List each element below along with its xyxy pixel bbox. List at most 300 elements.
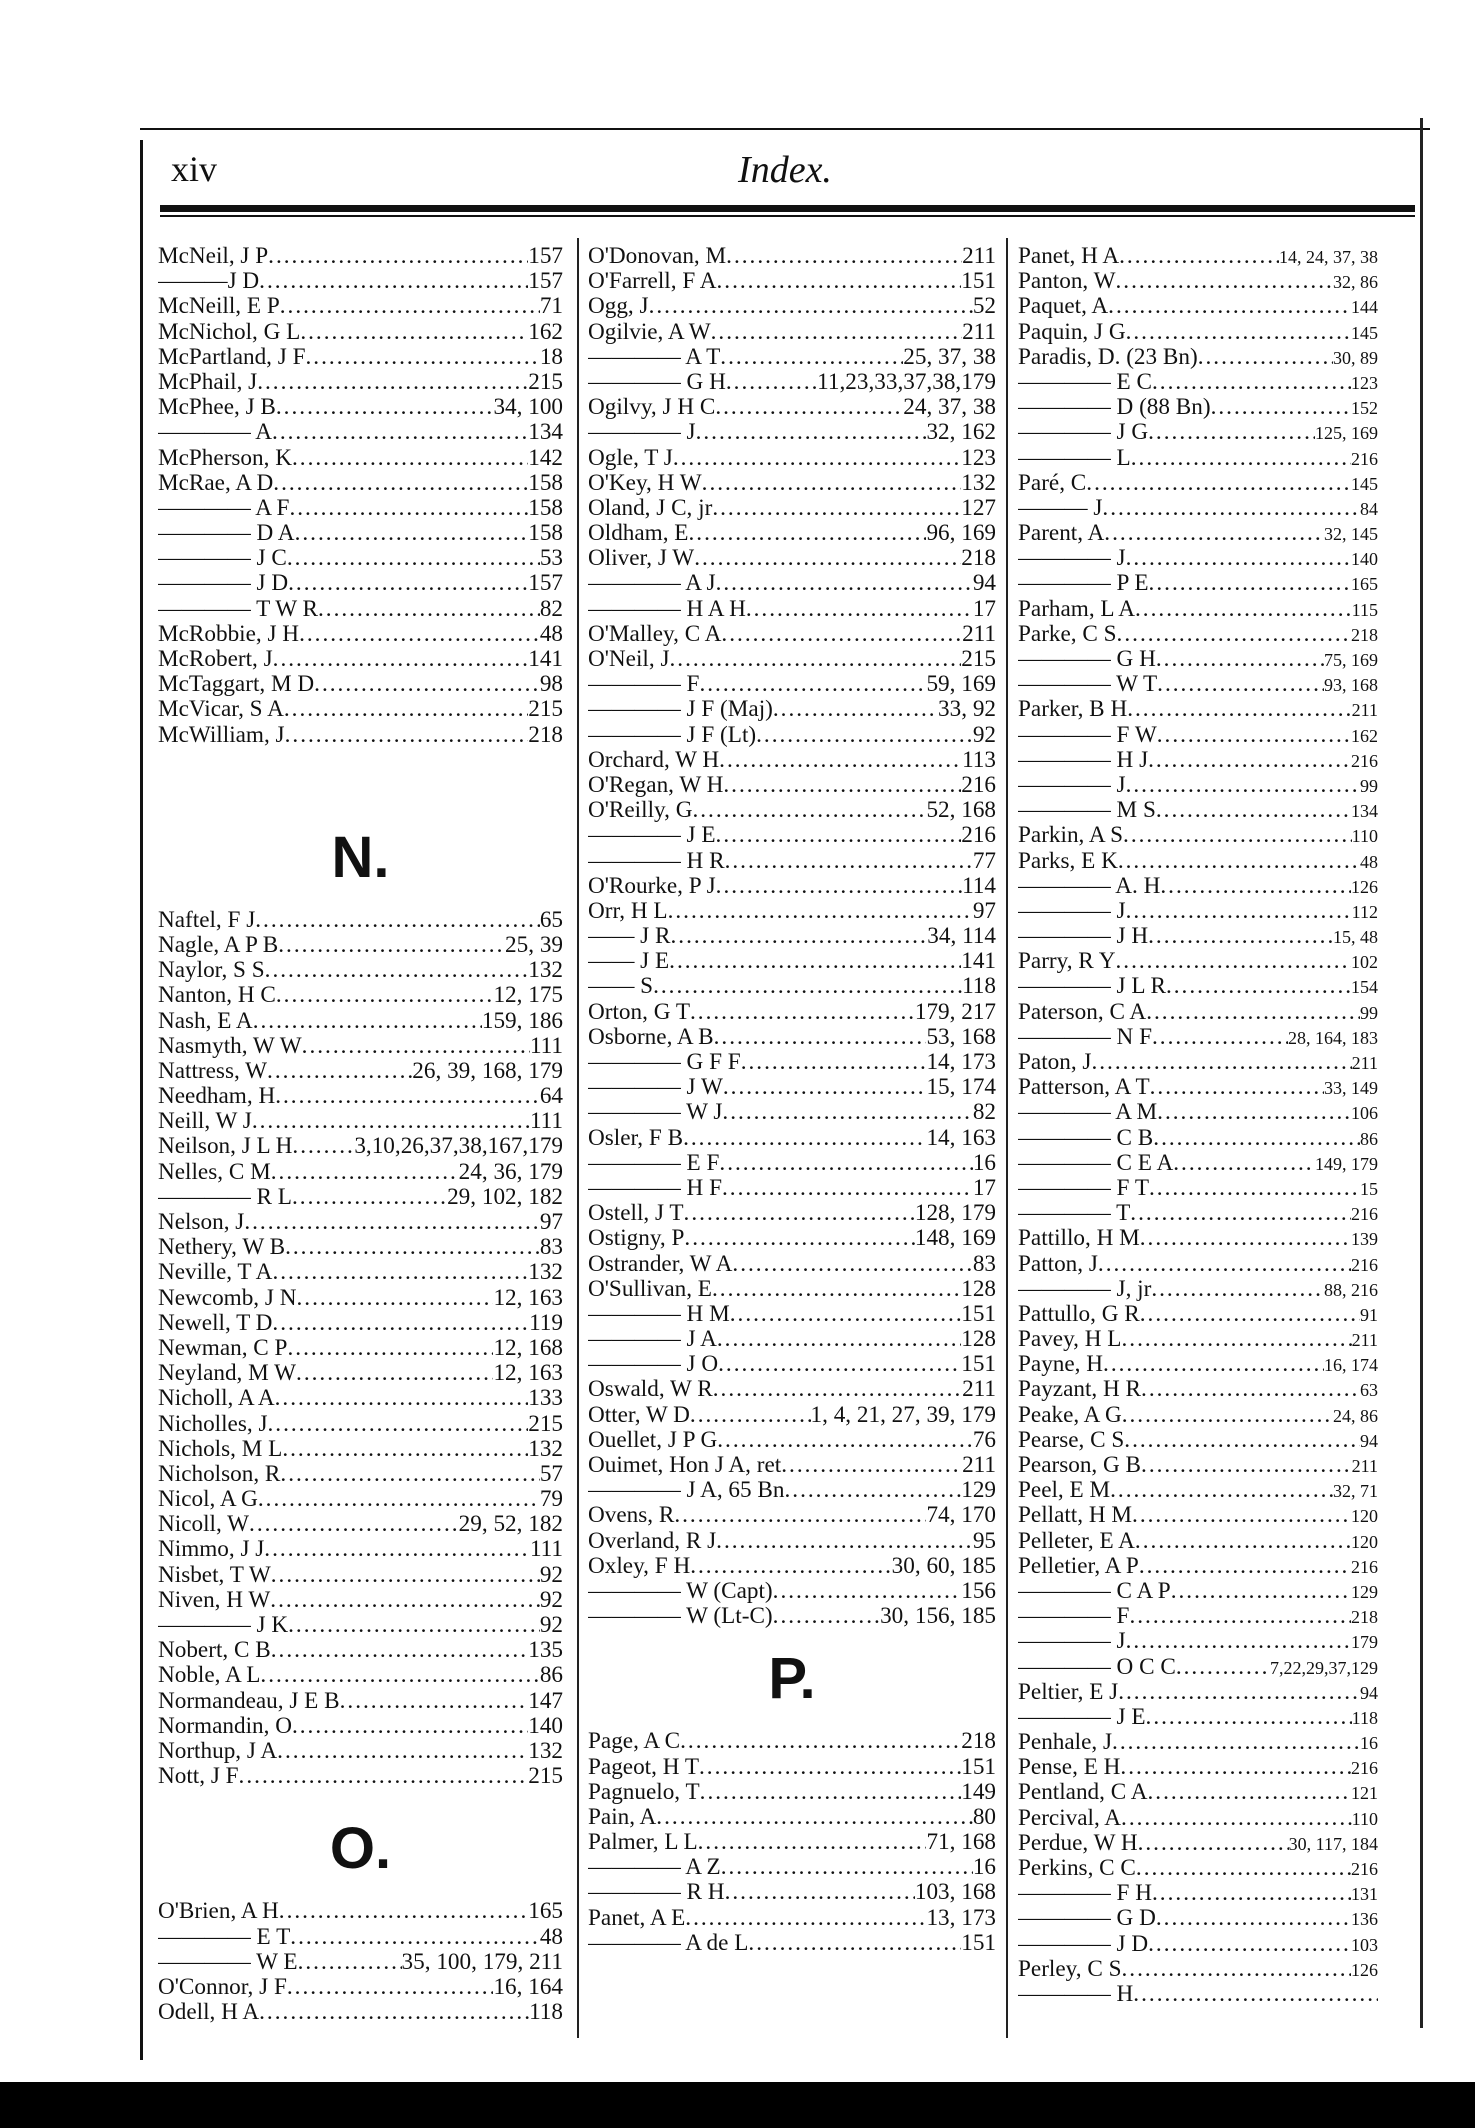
index-entry bbox=[1018, 1151, 1378, 1176]
leader-dots bbox=[725, 1880, 915, 1905]
index-entry bbox=[588, 723, 996, 748]
entry-pages: 82 bbox=[539, 596, 563, 622]
entry-pages: 149, 179 bbox=[1315, 1153, 1378, 1174]
entry-pages: 93, 168 bbox=[1324, 675, 1378, 696]
entry-name: Parker, B H bbox=[1018, 697, 1128, 723]
entry-name: Patton, J bbox=[1018, 1251, 1098, 1277]
leader-dots bbox=[260, 1663, 539, 1688]
entry-name: Ogg, J bbox=[588, 294, 649, 320]
leader-dots bbox=[692, 798, 926, 823]
entry-pages: 215 bbox=[528, 1764, 563, 1790]
leader-dots bbox=[1149, 571, 1351, 596]
entry-pages: 103, 168 bbox=[914, 1880, 996, 1906]
leader-dots bbox=[252, 1109, 530, 1134]
index-entry bbox=[158, 723, 563, 748]
leader-dots bbox=[694, 546, 961, 571]
index-entry bbox=[1018, 1327, 1378, 1352]
entry-name: ———— J, jr bbox=[1018, 1276, 1152, 1302]
entry-name: ———— J bbox=[1018, 772, 1126, 798]
index-entry bbox=[158, 1512, 563, 1537]
entry-name: ———— J C bbox=[158, 546, 287, 572]
index-entry bbox=[588, 1453, 996, 1478]
entry-name: Nattress, W bbox=[158, 1058, 268, 1084]
index-entry bbox=[1018, 723, 1378, 748]
entry-name: Nisbet, T W bbox=[158, 1562, 271, 1588]
leader-dots bbox=[1135, 597, 1352, 622]
index-entry bbox=[588, 1050, 996, 1075]
entry-name: Pelleter, E A bbox=[1018, 1528, 1135, 1554]
entry-name: ———— F T bbox=[1018, 1175, 1149, 1201]
entry-pages: 156 bbox=[961, 1578, 996, 1604]
index-entry bbox=[158, 1663, 563, 1688]
entry-name: ———— J A bbox=[588, 1327, 717, 1353]
entry-name: Palmer, L L bbox=[588, 1830, 698, 1856]
index-entry bbox=[1018, 1503, 1378, 1528]
leader-dots bbox=[712, 496, 961, 521]
leader-dots bbox=[716, 874, 962, 899]
index-entry bbox=[588, 1377, 996, 1402]
entry-pages: 129 bbox=[1351, 1581, 1378, 1602]
index-entry bbox=[158, 521, 563, 546]
leader-dots bbox=[756, 723, 973, 748]
page-frame-left bbox=[140, 140, 143, 2060]
entry-pages: 48 bbox=[1360, 851, 1378, 872]
leader-dots bbox=[1130, 1201, 1351, 1226]
index-entry bbox=[158, 697, 563, 722]
entry-pages: 128 bbox=[961, 1327, 996, 1353]
leader-dots bbox=[1139, 1554, 1351, 1579]
leader-dots bbox=[714, 1025, 927, 1050]
leader-dots bbox=[257, 370, 528, 395]
index-entry bbox=[588, 1478, 996, 1503]
leader-dots bbox=[271, 1638, 529, 1663]
entry-pages: 35, 100, 179, 211 bbox=[401, 1949, 563, 1975]
leader-dots bbox=[716, 571, 973, 596]
index-entry bbox=[588, 1126, 996, 1151]
index-entry bbox=[588, 1729, 996, 1754]
entry-pages: 32, 162 bbox=[926, 420, 996, 446]
entry-name: ———— J F (Lt) bbox=[588, 722, 757, 748]
index-entry bbox=[588, 345, 996, 370]
index-entry bbox=[158, 1336, 563, 1361]
entry-name: ———— J E bbox=[588, 823, 716, 849]
leader-dots bbox=[773, 697, 938, 722]
leader-dots bbox=[784, 1478, 961, 1503]
entry-name: ———— J D bbox=[158, 571, 289, 597]
leader-dots bbox=[249, 1512, 459, 1537]
entry-pages: 211 bbox=[962, 1377, 996, 1403]
entry-name: Paré, C bbox=[1018, 470, 1087, 496]
entry-pages: 16, 174 bbox=[1324, 1355, 1378, 1376]
entry-name: Nanton, H C bbox=[158, 983, 276, 1009]
entry-name: ———— O C C bbox=[1018, 1654, 1176, 1680]
entry-name: ———— J D bbox=[1018, 1931, 1149, 1957]
index-entry bbox=[158, 571, 563, 596]
entry-pages: 99 bbox=[1360, 1002, 1378, 1023]
leader-dots bbox=[1149, 1176, 1360, 1201]
index-entry bbox=[158, 420, 563, 445]
leader-dots bbox=[1152, 1881, 1351, 1906]
entry-pages: 215 bbox=[528, 697, 563, 723]
entry-name: ———— A J bbox=[588, 571, 716, 597]
entry-pages: 95 bbox=[972, 1528, 996, 1554]
entry-pages: 216 bbox=[1351, 1859, 1378, 1879]
leader-dots bbox=[698, 1830, 927, 1855]
index-entry bbox=[158, 1235, 563, 1260]
leader-dots bbox=[276, 983, 494, 1008]
index-entry bbox=[158, 395, 563, 420]
entry-pages: 86 bbox=[539, 1663, 563, 1689]
entry-pages: 123 bbox=[1351, 372, 1378, 393]
entry-name: ———— H J bbox=[1018, 747, 1149, 773]
entry-name: O'Key, H W bbox=[588, 470, 702, 496]
entry-name: Peel, E M bbox=[1018, 1478, 1111, 1504]
entry-name: Payne, H bbox=[1018, 1352, 1104, 1378]
entry-name: McNichol, G L bbox=[158, 319, 301, 345]
index-entry bbox=[158, 1613, 563, 1638]
entry-pages: 133 bbox=[528, 1386, 563, 1412]
entry-pages: 151 bbox=[961, 1352, 996, 1378]
entry-name: ——— J bbox=[1018, 495, 1103, 521]
index-entry bbox=[1018, 345, 1378, 370]
entry-pages: 53, 168 bbox=[926, 1024, 996, 1050]
entry-pages: 12, 163 bbox=[493, 1285, 563, 1311]
index-entry bbox=[588, 1403, 996, 1428]
leader-dots bbox=[292, 1185, 447, 1210]
entry-name: ———— F bbox=[1018, 1604, 1130, 1630]
entry-pages: 120 bbox=[1351, 1531, 1378, 1552]
entry-name: Paquet, A bbox=[1018, 294, 1109, 320]
leader-dots bbox=[1110, 1478, 1333, 1503]
entry-name: Pearse, C S bbox=[1018, 1427, 1125, 1453]
entry-pages: 53 bbox=[539, 546, 563, 572]
entry-name: O'Connor, J F bbox=[158, 1974, 287, 2000]
entry-pages: 11,23,33,37,38,179 bbox=[817, 369, 996, 395]
leader-dots bbox=[289, 496, 528, 521]
entry-name: Pattillo, H M bbox=[1018, 1226, 1140, 1252]
entry-name: McRobbie, J H bbox=[158, 621, 300, 647]
leader-dots bbox=[1121, 1957, 1351, 1982]
entry-pages: 82 bbox=[972, 1100, 996, 1126]
leader-dots bbox=[684, 1226, 914, 1251]
entry-pages: 52 bbox=[972, 294, 996, 320]
leader-dots bbox=[699, 1755, 961, 1780]
entry-name: Nicol, A G bbox=[158, 1487, 258, 1513]
index-entry bbox=[1018, 647, 1378, 672]
entry-pages: 139 bbox=[1351, 1229, 1378, 1250]
entry-name: Perley, C S bbox=[1018, 1956, 1122, 1982]
entry-name: ———— C E A bbox=[1018, 1150, 1174, 1176]
entry-name: ———— W J bbox=[588, 1100, 723, 1126]
leader-dots bbox=[726, 244, 962, 269]
entry-pages: 119 bbox=[529, 1310, 563, 1336]
entry-pages: 99 bbox=[1360, 775, 1378, 796]
entry-pages: 48 bbox=[539, 1924, 563, 1950]
index-entry bbox=[158, 2000, 563, 2025]
entry-pages: 165 bbox=[528, 1899, 563, 1925]
leader-dots bbox=[1108, 294, 1351, 319]
entry-pages: 126 bbox=[1351, 1959, 1378, 1980]
index-entry bbox=[588, 1201, 996, 1226]
leader-dots bbox=[720, 345, 903, 370]
index-entry bbox=[158, 1563, 563, 1588]
entry-name: ———— A Z bbox=[588, 1855, 721, 1881]
index-entry bbox=[588, 597, 996, 622]
index-entry bbox=[1018, 1680, 1378, 1705]
leader-dots bbox=[669, 647, 961, 672]
index-entry bbox=[158, 244, 563, 269]
entry-name: Nethery, W B bbox=[158, 1235, 286, 1261]
index-entry bbox=[1018, 1478, 1378, 1503]
entry-pages: 15, 174 bbox=[926, 1075, 996, 1101]
index-entry bbox=[1018, 899, 1378, 924]
entry-name: Oliver, J W bbox=[588, 546, 695, 572]
entry-name: McPherson, K bbox=[158, 445, 292, 471]
leader-dots bbox=[292, 1714, 528, 1739]
entry-pages: 211 bbox=[1351, 1053, 1378, 1073]
entry-name: ———— E C bbox=[1018, 369, 1152, 395]
entry-pages: 16 bbox=[1360, 1733, 1378, 1754]
entry-name: Nelson, J bbox=[158, 1210, 245, 1235]
entry-name: Perkins, C C bbox=[1018, 1856, 1136, 1881]
entry-pages: 157 bbox=[528, 571, 563, 597]
index-entry bbox=[1018, 1000, 1378, 1025]
entry-pages: 75, 169 bbox=[1324, 650, 1378, 670]
entry-name: ———— J bbox=[1018, 1629, 1126, 1655]
leader-dots bbox=[272, 1260, 528, 1285]
leader-dots bbox=[1198, 345, 1333, 370]
index-entry bbox=[1018, 571, 1378, 596]
entry-name: Northup, J A bbox=[158, 1738, 278, 1764]
entry-name: Pellatt, H M bbox=[1018, 1503, 1133, 1529]
leader-dots bbox=[287, 546, 540, 571]
entry-name: Nasmyth, W W bbox=[158, 1033, 302, 1059]
entry-name: Pageot, H T bbox=[588, 1754, 699, 1780]
leader-dots bbox=[292, 446, 528, 471]
entry-pages: 76 bbox=[972, 1427, 996, 1453]
leader-dots bbox=[1118, 849, 1360, 874]
entry-name: ———— J K bbox=[158, 1613, 289, 1638]
index-entry bbox=[1018, 697, 1378, 722]
leader-dots bbox=[717, 1327, 961, 1352]
entry-name: McNeil, J P bbox=[158, 244, 269, 269]
entry-name: ———— F W bbox=[1018, 722, 1157, 748]
entry-name: Paterson, C A bbox=[1018, 999, 1147, 1025]
leader-dots bbox=[1124, 1428, 1360, 1453]
entry-pages: 110 bbox=[1351, 1808, 1378, 1829]
index-entry bbox=[1018, 748, 1378, 773]
entry-name: Osler, F B bbox=[588, 1125, 684, 1151]
index-entry bbox=[1018, 496, 1378, 521]
entry-name: ———— D (88 Bn) bbox=[1018, 395, 1211, 421]
leader-dots bbox=[264, 1537, 530, 1562]
entry-pages: 103 bbox=[1351, 1934, 1378, 1955]
leader-dots bbox=[673, 446, 961, 471]
entry-pages: 30, 60, 185 bbox=[891, 1553, 996, 1579]
entry-pages: 84 bbox=[1360, 498, 1378, 519]
index-entry bbox=[158, 1185, 563, 1210]
index-entry bbox=[1018, 1629, 1378, 1654]
entry-pages: 162 bbox=[528, 319, 563, 345]
entry-pages: 30, 156, 185 bbox=[880, 1604, 996, 1630]
index-entry bbox=[158, 1134, 563, 1159]
entry-pages: 110 bbox=[1351, 826, 1378, 847]
leader-dots bbox=[1153, 1126, 1360, 1151]
leader-dots bbox=[244, 1210, 540, 1235]
entry-name: Otter, W D bbox=[588, 1402, 690, 1428]
index-entry bbox=[1018, 773, 1378, 798]
entry-name: Pavey, H L bbox=[1018, 1327, 1122, 1353]
entry-pages: 29, 52, 182 bbox=[458, 1512, 563, 1538]
leader-dots bbox=[716, 823, 962, 848]
entry-pages: 17 bbox=[972, 1175, 996, 1201]
leader-dots bbox=[1148, 420, 1315, 445]
entry-name: Pattullo, G R bbox=[1018, 1301, 1140, 1327]
entry-name: McWilliam, J bbox=[158, 722, 285, 748]
entry-pages: 30, 117, 184 bbox=[1288, 1833, 1378, 1854]
entry-pages: 158 bbox=[528, 495, 563, 521]
leader-dots bbox=[272, 1311, 529, 1336]
index-entry bbox=[588, 874, 996, 899]
entry-pages: 114 bbox=[962, 873, 996, 899]
index-entry bbox=[1018, 395, 1378, 420]
entry-pages: 30, 89 bbox=[1333, 347, 1378, 368]
entry-pages: 215 bbox=[528, 369, 563, 395]
leader-dots bbox=[732, 1252, 972, 1277]
index-entry bbox=[1018, 1277, 1378, 1302]
index-entry bbox=[588, 1830, 996, 1855]
leader-dots bbox=[1132, 1503, 1351, 1528]
leader-dots bbox=[255, 908, 540, 933]
entry-pages: 33, 149 bbox=[1324, 1078, 1378, 1099]
entry-name: Ogle, T J bbox=[588, 445, 673, 471]
leader-dots bbox=[1118, 1680, 1360, 1705]
entry-pages: 111 bbox=[529, 1109, 563, 1135]
entry-name: Payzant, H R bbox=[1018, 1377, 1142, 1403]
entry-pages: 97 bbox=[539, 1210, 563, 1235]
header-rule-thick bbox=[160, 205, 1415, 212]
entry-name: ———— W (Lt-C) bbox=[588, 1604, 773, 1630]
index-entry bbox=[158, 1638, 563, 1663]
index-entry bbox=[588, 924, 996, 949]
leader-dots bbox=[669, 949, 961, 974]
leader-dots bbox=[712, 1277, 961, 1302]
entry-name: ———— J F (Maj) bbox=[588, 697, 773, 723]
leader-dots bbox=[1171, 1579, 1351, 1604]
entry-name: Pelletier, A P bbox=[1018, 1553, 1139, 1579]
index-entry bbox=[1018, 294, 1378, 319]
entry-name: ———— H A H bbox=[588, 596, 746, 622]
index-entry bbox=[158, 1311, 563, 1336]
index-entry bbox=[588, 1252, 996, 1277]
leader-dots bbox=[649, 294, 973, 319]
entry-name: Needham, H bbox=[158, 1084, 276, 1110]
entry-name: Ostrander, W A bbox=[588, 1251, 733, 1277]
index-entry bbox=[1018, 521, 1378, 546]
entry-pages: 115 bbox=[1351, 599, 1378, 620]
entry-name: ———— A bbox=[158, 420, 273, 446]
index-column-2 bbox=[588, 244, 996, 1956]
page-frame-top bbox=[140, 128, 1430, 130]
entry-pages: 94 bbox=[972, 571, 996, 597]
entry-pages: 71 bbox=[539, 294, 563, 320]
entry-pages: 218 bbox=[961, 1729, 996, 1755]
index-entry bbox=[1018, 420, 1378, 445]
leader-dots bbox=[1152, 1025, 1288, 1050]
entry-pages: 48 bbox=[539, 621, 563, 647]
index-entry bbox=[158, 1975, 563, 2000]
entry-name: McRae, A D bbox=[158, 470, 274, 496]
index-entry bbox=[588, 1579, 996, 1604]
page-header bbox=[155, 148, 1415, 198]
leader-dots bbox=[690, 1403, 811, 1428]
index-entry bbox=[588, 1075, 996, 1100]
index-entry bbox=[158, 1034, 563, 1059]
entry-pages: 16 bbox=[972, 1150, 996, 1176]
entry-name: ———— L bbox=[1018, 445, 1131, 471]
entry-pages: 120 bbox=[1351, 1506, 1378, 1527]
leader-dots bbox=[270, 1588, 540, 1613]
leader-dots bbox=[278, 933, 505, 958]
entry-name: O'Farrell, F A bbox=[588, 269, 717, 295]
index-entry bbox=[588, 1302, 996, 1327]
leader-dots bbox=[670, 924, 927, 949]
leader-dots bbox=[781, 1453, 962, 1478]
entry-name: ———— J E bbox=[1018, 1704, 1146, 1730]
index-entry bbox=[158, 1899, 563, 1924]
leader-dots bbox=[1148, 924, 1333, 949]
entry-pages: 118 bbox=[1351, 1707, 1378, 1728]
leader-dots bbox=[285, 723, 529, 748]
index-entry bbox=[1018, 1705, 1378, 1730]
leader-dots bbox=[318, 597, 540, 622]
entry-name: Percival, A bbox=[1018, 1805, 1122, 1831]
index-entry bbox=[158, 446, 563, 471]
leader-dots bbox=[259, 269, 528, 294]
entry-pages: 92 bbox=[539, 1587, 563, 1613]
entry-name: ———— G H bbox=[588, 369, 726, 395]
index-entry bbox=[588, 1176, 996, 1201]
leader-dots bbox=[290, 1925, 540, 1950]
entry-pages: 157 bbox=[528, 244, 563, 269]
entry-pages: 97 bbox=[972, 898, 996, 924]
index-entry bbox=[158, 345, 563, 370]
index-entry bbox=[1018, 1932, 1378, 1957]
index-entry bbox=[1018, 874, 1378, 899]
entry-name: Parke, C S bbox=[1018, 621, 1117, 647]
entry-pages: 144 bbox=[1351, 297, 1378, 318]
entry-name: Pagnuelo, T bbox=[588, 1779, 700, 1805]
entry-name: ———— J O bbox=[588, 1352, 719, 1378]
entry-pages: 132 bbox=[528, 1260, 563, 1286]
entry-pages: 216 bbox=[961, 772, 996, 798]
leader-dots bbox=[1140, 1226, 1351, 1251]
entry-pages: 15, 48 bbox=[1333, 927, 1378, 948]
leader-dots bbox=[1166, 974, 1351, 999]
entry-pages: 134 bbox=[528, 420, 563, 446]
entry-pages: 216 bbox=[1351, 1204, 1378, 1225]
leader-dots bbox=[716, 1529, 973, 1554]
leader-dots bbox=[282, 1437, 528, 1462]
index-entry bbox=[1018, 1856, 1378, 1881]
entry-name: Newell, T D bbox=[158, 1310, 273, 1336]
entry-pages: 215 bbox=[961, 647, 996, 672]
leader-dots bbox=[719, 1151, 972, 1176]
leader-dots bbox=[1127, 697, 1351, 722]
leader-dots bbox=[1131, 446, 1351, 471]
entry-name: Peltier, E J bbox=[1018, 1679, 1119, 1705]
entry-name: ———— R L bbox=[158, 1184, 292, 1210]
